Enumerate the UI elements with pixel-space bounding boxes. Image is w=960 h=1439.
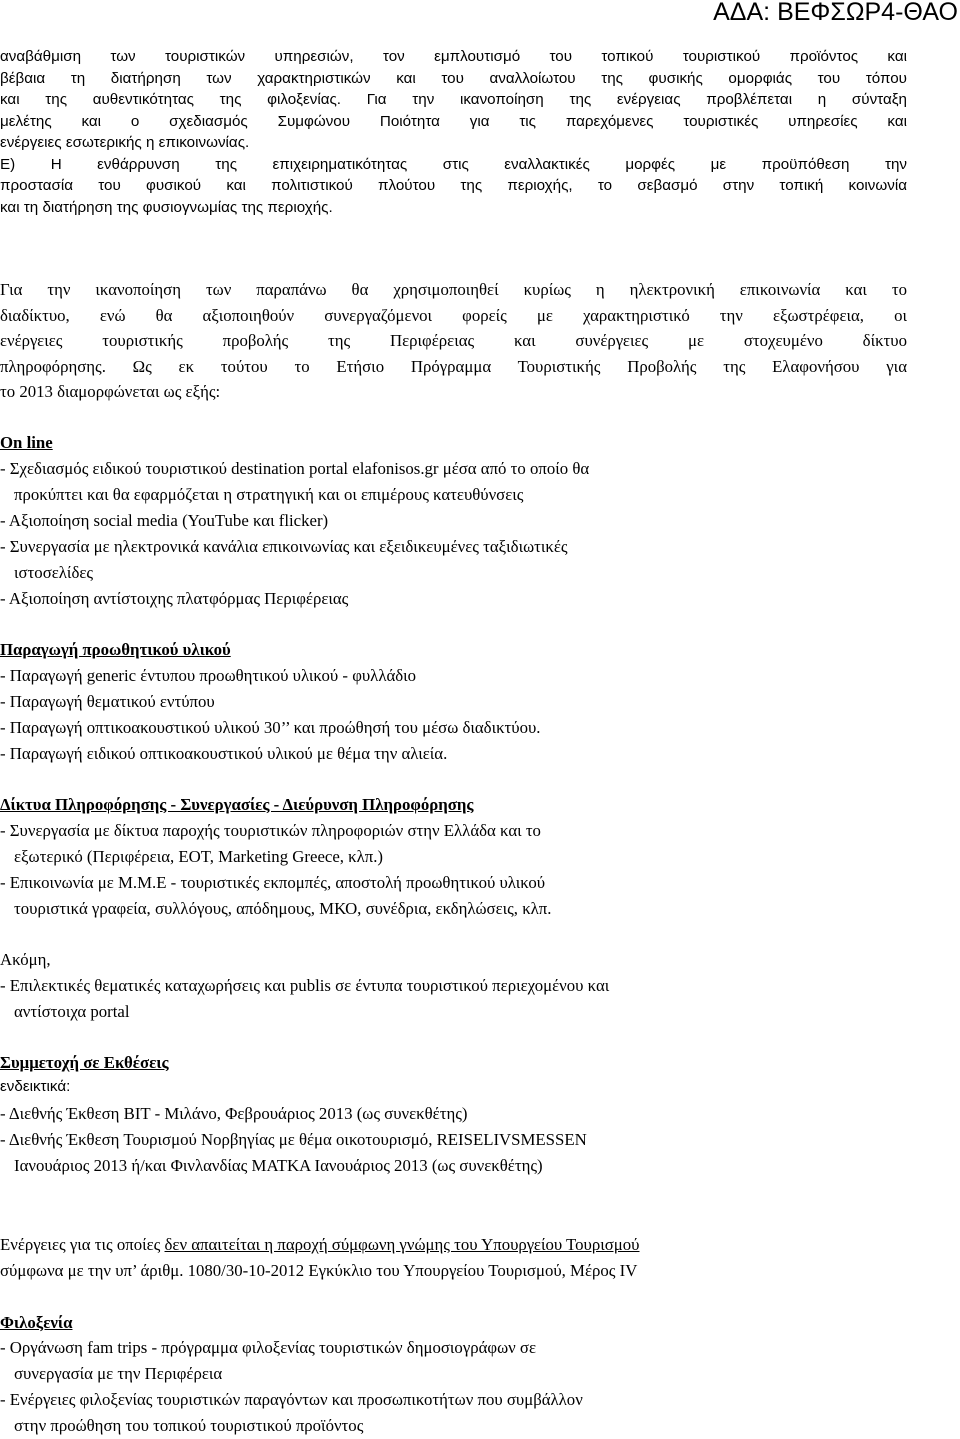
section-heading: Παραγωγή προωθητικού υλικού — [0, 640, 231, 659]
list-item: - Επιλεκτικές θεματικές καταχωρήσεις και publis σε έντυπα τουριστικού περιεχομένου και — [0, 976, 610, 995]
list-item: - Παραγωγή οπτικοακουστικού υλικού 30’’ και προώθησή του μέσω διαδικτύου. — [0, 718, 541, 737]
list-item-continuation: Ιανουάριος 2013 ή/και Φινλανδίας ΜΑΤΚΑ Ιανουάριος 2013 (ως συνεκθέτης) — [14, 1156, 543, 1175]
list-item-continuation: τουριστικά γραφεία, συλλόγους, απόδημους, ΜΚΟ, συνέδρια, εκδηλώσεις, κλπ. — [14, 899, 552, 918]
text-line: και της αυθεντικότητας της φιλοξενίας. Για την ικανοποίηση της ενέργειας προβλέπεται η σύνταξη — [0, 91, 907, 108]
text-line: αναβάθμιση των τουριστικών υπηρεσιών, τον εμπλουτισμό του τοπικού τουριστικού προϊόντος και — [0, 48, 907, 65]
text-line: διαδίκτυο, ενώ θα αξιοποιηθούν συνεργαζόμενοι φορείς με χαρακτηριστικό την εξωστρέφεια, οι — [0, 306, 907, 325]
text-line: μελέτης και ο σχεδιασμός Συμφώνου Ποιότητα για τις παρεχόμενες τουριστικές υπηρεσίες και — [0, 113, 907, 130]
list-item: - Παραγωγή generic έντυπου προωθητικού υλικού - φυλλάδιο — [0, 666, 417, 685]
list-item: - Αξιοποίηση social media (YouTube και flicker) — [0, 511, 329, 530]
text-line: προστασία του φυσικού και πολιτιστικού πλούτου της περιοχής, το σεβασμό στην τοπική κοινωνία — [0, 177, 907, 194]
list-item-continuation: στην προώθηση του τοπικού τουριστικού προϊόντος — [14, 1416, 364, 1435]
list-item-continuation: ιστοσελίδες — [14, 563, 94, 582]
list-item: - Παραγωγή θεματικού εντύπου — [0, 692, 215, 711]
text-line: και τη διατήρηση της φυσιογνωμίας της περιοχής. — [0, 199, 333, 216]
section-subheading: ενδεικτικά: — [0, 1078, 71, 1095]
list-item: - Ενέργειες φιλοξενίας τουριστικών παραγόντων και προσωπικοτήτων που συμβάλλον — [0, 1390, 583, 1409]
no-approval-lead: Ενέργειες για τις οποίες — [0, 1235, 165, 1254]
list-item: - Συνεργασία με ηλεκτρονικά κανάλια επικοινωνίας και εξειδικευμένες ταξιδιωτικές — [0, 537, 568, 556]
section-heading: On line — [0, 433, 53, 452]
list-item: - Επικοινωνία με Μ.Μ.Ε - τουριστικές εκπομπές, αποστολή προωθητικού υλικού — [0, 873, 546, 892]
no-approval-line — [0, 1232, 907, 1258]
list-item: - Οργάνωση fam trips - πρόγραμμα φιλοξενίας τουριστικών δημοσιογράφων σε — [0, 1338, 537, 1357]
list-item: - Διεθνής Έκθεση Τουρισμού Νορβηγίας με θέμα οικοτουρισμό, REISELIVSMESSEN — [0, 1130, 587, 1149]
text-line: Για την ικανοποίηση των παραπάνω θα χρησιμοποιηθεί κυρίως η ηλεκτρονική επικοινωνία και το — [0, 280, 907, 299]
text-line: πληροφόρησης. Ως εκ τούτου το Ετήσιο Πρόγραμμα Τουριστικής Προβολής της Ελαφονήσου για — [0, 357, 907, 376]
section-heading: Φιλοξενία — [0, 1313, 73, 1332]
text-line: βέβαια τη διατήρηση των χαρακτηριστικών και του αναλλοίωτου της φυσικής ομορφιάς του τόπου — [0, 70, 907, 87]
list-item: - Διεθνής Έκθεση ΒΙΤ - Μιλάνο, Φεβρουάριος 2013 (ως συνεκθέτης) — [0, 1104, 468, 1123]
list-item-continuation: αντίστοιχα portal — [14, 1002, 130, 1021]
section-heading: Συμμετοχή σε Εκθέσεις — [0, 1053, 169, 1072]
no-approval-underlined: δεν απαιτείται η παροχή σύμφωνη γνώμης του Υπουργείου Τουρισμού — [164, 1235, 640, 1254]
list-item-continuation: προκύπτει και θα εφαρμόζεται η στρατηγική και οι επιμέρους κατευθύνσεις — [14, 485, 524, 504]
list-item: - Σχεδιασμός ειδικού τουριστικού destination portal elafonisos.gr μέσα από το οποίο θα — [0, 459, 590, 478]
list-item-continuation: εξωτερικό (Περιφέρεια, ΕΟΤ, Marketing Greece, κλπ.) — [14, 847, 384, 866]
list-item: - Αξιοποίηση αντίστοιχης πλατφόρμας Περιφέρειας — [0, 589, 349, 608]
text-line: ενέργειες εσωτερικής η επικοινωνίας. — [0, 134, 250, 151]
ada-code: ΑΔΑ: ΒΕΦΣΩΡ4-ΘΑΟ — [713, 0, 958, 26]
section-heading: Δίκτυα Πληροφόρησης - Συνεργασίες - Διεύρυνση Πληροφόρησης — [0, 795, 474, 814]
section-label: Ακόμη, — [0, 950, 51, 969]
text-line: το 2013 διαμορφώνεται ως εξής: — [0, 382, 221, 401]
text-line: σύμφωνα με την υπ’ άριθμ. 1080/30-10-2012 Εγκύκλιο του Υπουργείου Τουρισμού, Μέρος IV — [0, 1261, 638, 1280]
text-line: ενέργειες τουριστικής προβολής της Περιφέρειας και συνέργειες με στοχευμένο δίκτυο — [0, 331, 907, 350]
list-item-continuation: συνεργασία με την Περιφέρεια — [14, 1364, 223, 1383]
text-line: Ε) Η ενθάρρυνση της επιχειρηματικότητας στις εναλλακτικές μορφές με προϋπόθεση την — [0, 156, 907, 173]
list-item: - Συνεργασία με δίκτυα παροχής τουριστικών πληροφοριών στην Ελλάδα και το — [0, 821, 541, 840]
list-item: - Παραγωγή ειδικού οπτικοακουστικού υλικού με θέμα την αλιεία. — [0, 744, 448, 763]
